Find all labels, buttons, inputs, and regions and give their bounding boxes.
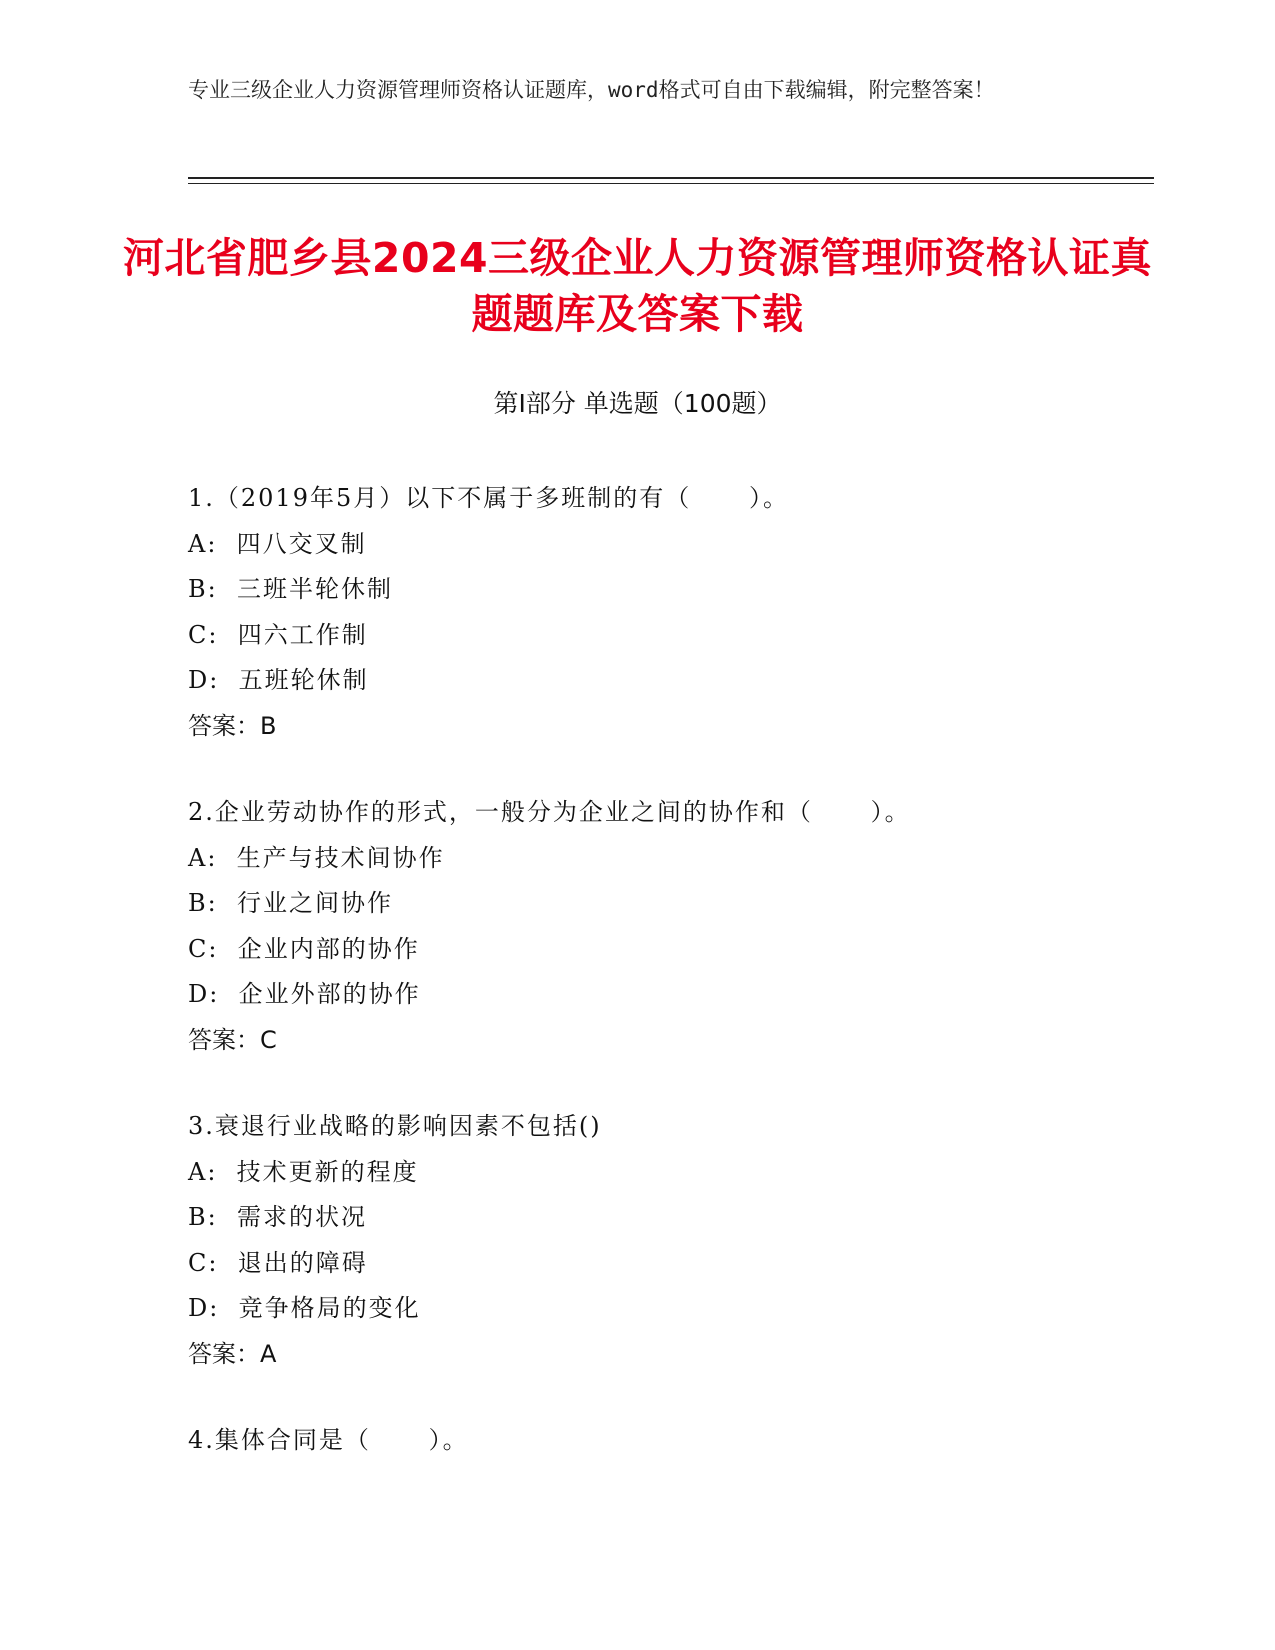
option-b: B: 需求的状况 bbox=[188, 1203, 367, 1231]
question-stem: 3.衰退行业战略的影响因素不包括() bbox=[188, 1112, 602, 1140]
option-b: B: 三班半轮休制 bbox=[188, 575, 393, 603]
section-heading: 第Ⅰ部分 单选题（100题） bbox=[493, 389, 782, 418]
header-note: 专业三级企业人力资源管理师资格认证题库，word格式可自由下载编辑，附完整答案！ bbox=[188, 78, 995, 102]
option-d: D: 企业外部的协作 bbox=[188, 980, 421, 1008]
question-1 bbox=[188, 476, 1148, 749]
question-list bbox=[188, 476, 1148, 1505]
option-c: C: 四六工作制 bbox=[188, 620, 368, 649]
option-c: C: 企业内部的协作 bbox=[188, 934, 420, 963]
header-divider-thin bbox=[188, 183, 1154, 184]
option-a: A: 技术更新的程度 bbox=[188, 1157, 419, 1186]
answer: 答案：A bbox=[188, 1339, 277, 1368]
option-a: A: 四八交叉制 bbox=[188, 529, 367, 558]
answer: 答案：B bbox=[188, 711, 277, 740]
option-b: B: 行业之间协作 bbox=[188, 889, 393, 917]
question-3 bbox=[188, 1104, 1148, 1377]
question-4 bbox=[188, 1418, 1148, 1464]
option-d: D: 竞争格局的变化 bbox=[188, 1294, 421, 1322]
document-title: 河北省肥乡县2024三级企业人力资源管理师资格认证真题题库及答案下载 bbox=[122, 234, 1153, 338]
answer: 答案：C bbox=[188, 1025, 277, 1054]
option-d: D: 五班轮休制 bbox=[188, 666, 369, 694]
question-2 bbox=[188, 790, 1148, 1063]
question-stem: 1.（2019年5月）以下不属于多班制的有（ ）。 bbox=[188, 484, 790, 512]
header-divider-thick bbox=[188, 177, 1154, 179]
question-stem: 4.集体合同是（ ）。 bbox=[188, 1426, 469, 1454]
question-stem: 2.企业劳动协作的形式，一般分为企业之间的协作和（ ）。 bbox=[188, 798, 911, 826]
option-c: C: 退出的障碍 bbox=[188, 1248, 368, 1277]
option-a: A: 生产与技术间协作 bbox=[188, 843, 445, 872]
